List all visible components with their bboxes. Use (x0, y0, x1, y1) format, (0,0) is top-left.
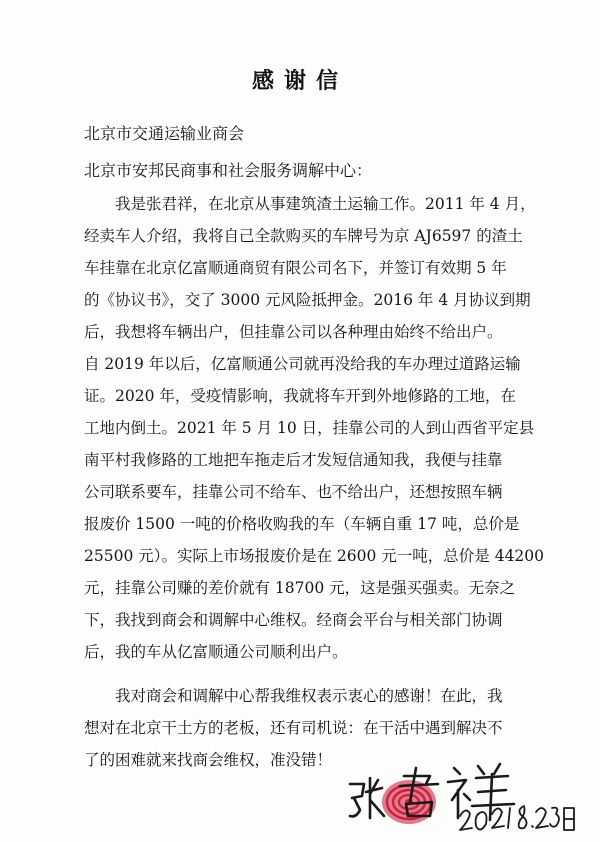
body-line: 报废价 1500 一吨的价格收购我的车（车辆自重 17 吨，总价是 (84, 515, 520, 533)
body-line: 元，挂靠公司赚的差价就有 18700 元，这是强买强卖。无奈之 (84, 579, 516, 597)
recipient-chamber: 北京市交通运输业商会 (84, 124, 245, 143)
body-line: 想对在北京干土方的老板，还有司机说：在干活中遇到解决不 (84, 719, 503, 737)
body-line: 的《协议书》，交了 3000 元风险抵押金。2016 年 4 月协议到期 (84, 291, 531, 309)
body-line: 工地内倒土。2021 年 5 月 10 日，挂靠公司的人到山西省平定县 (84, 419, 535, 437)
body-line: 下，我找到商会和调解中心维权。经商会平台与相关部门协调 (84, 611, 503, 629)
body-line: 了的困难就来找商会维权，准没错！ (84, 751, 333, 769)
letter-title: 感谢信 (251, 69, 348, 94)
body-line: 自 2019 年以后，亿富顺通公司就再没给我的车办理过道路运输 (84, 355, 521, 373)
body-line: 证。2020 年，受疫情影响，我就将车开到外地修路的工地，在 (84, 387, 516, 405)
body-line: 后，我的车从亿富顺通公司顺利出户。 (84, 643, 348, 661)
body-line: 我是张君祥，在北京从事建筑渣土运输工作。2011 年 4 月， (115, 195, 536, 213)
handwritten-date (456, 800, 576, 840)
body-line: 经卖车人介绍，我将自己全款购买的车牌号为京 AJ6597 的渣土 (84, 227, 523, 245)
body-line: 后，我想将车辆出户，但挂靠公司以各种理由始终不给出户。 (84, 323, 503, 341)
paragraph-gap (84, 668, 534, 680)
body-line: 我对商会和调解中心帮我维权表示衷心的感谢！在此，我 (115, 687, 503, 705)
recipient-mediation-center: 北京市安邦民商事和社会服务调解中心： (84, 161, 373, 180)
body-line: 25500 元）。实际上市场报废价是在 2600 元一吨，总价是 44200 (84, 547, 545, 565)
letter-body (84, 188, 545, 776)
body-line: 公司联系要车，挂靠公司不给车、也不给出户，还想按照车辆 (84, 483, 503, 501)
body-line: 车挂靠在北京亿富顺通商贸有限公司名下，并签订有效期 5 年 (84, 259, 507, 277)
body-line: 南平村我修路的工地把车拖走后才发短信通知我，我便与挂靠 (84, 451, 503, 469)
